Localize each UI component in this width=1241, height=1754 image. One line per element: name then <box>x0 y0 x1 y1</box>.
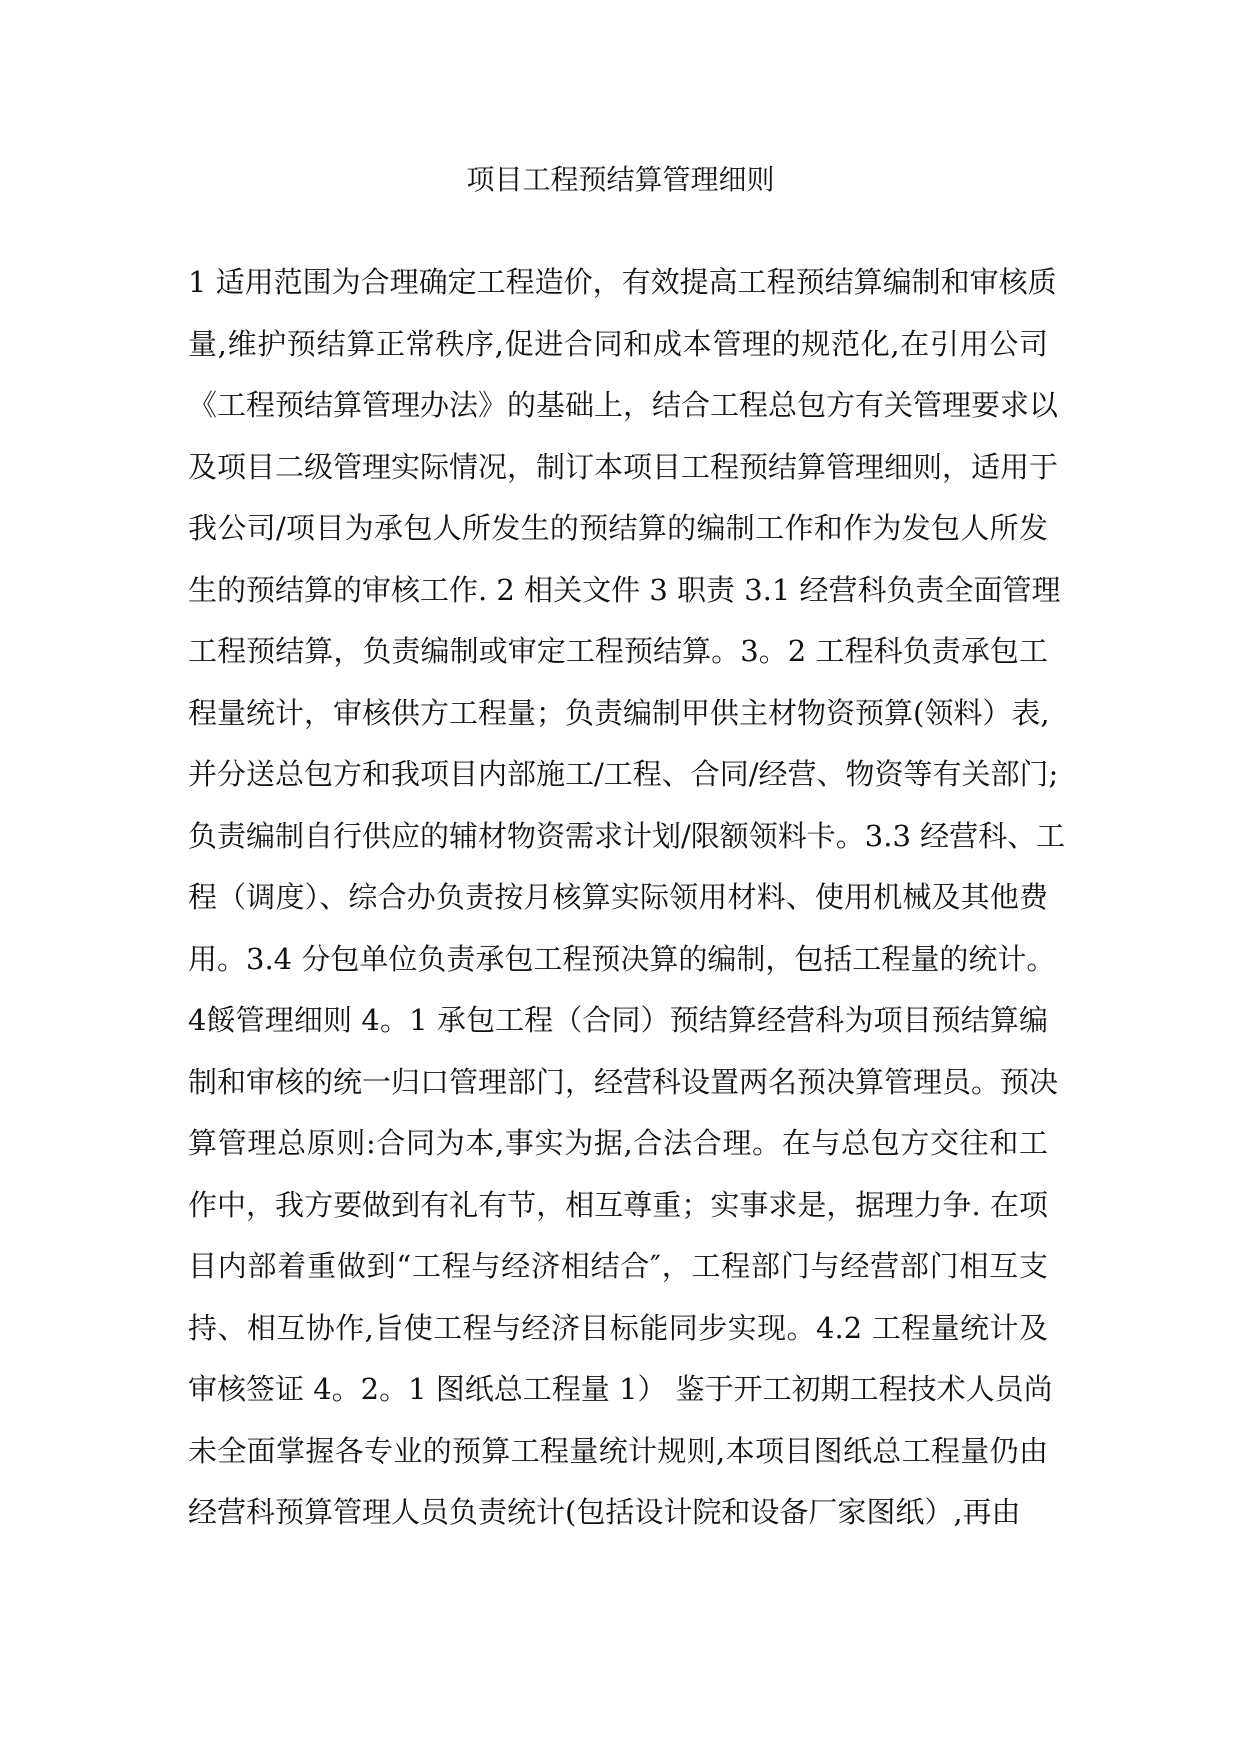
body-line: 持、相互协作,旨使工程与经济目标能同步实现。4.2 工程量统计及 <box>188 1310 1048 1345</box>
document-title: 项目工程预结算管理细则 <box>466 163 775 196</box>
body-line: 用。3.4 分包单位负责承包工程预决算的编制，包括工程量的统计。 <box>188 941 1056 976</box>
body-line: 作中，我方要做到有礼有节，相互尊重；实事求是，据理力争. 在项 <box>188 1187 1048 1222</box>
body-line: 生的预结算的审核工作. 2 相关文件 3 职责 3.1 经营科负责全面管理 <box>188 572 1061 607</box>
body-line: 4餒管理细则 4。1 承包工程（合同）预结算经营科为项目预结算编 <box>188 1003 1048 1037</box>
body-line: 工程预结算，负责编制或审定工程预结算。3。2 工程科负责承包工 <box>188 634 1048 668</box>
body-line: 程量统计，审核供方工程量；负责编制甲供主材物资预算(领料）表, <box>188 695 1050 730</box>
body-line: 及项目二级管理实际情况，制订本项目工程预结算管理细则，适用于 <box>188 449 1059 484</box>
body-line: 未全面掌握各专业的预算工程量统计规则,本项目图纸总工程量仍由 <box>188 1433 1048 1468</box>
body-line: 制和审核的统一归口管理部门，经营科设置两名预决算管理员。预决 <box>188 1064 1059 1099</box>
body-line: 我公司/项目为承包人所发生的预结算的编制工作和作为发包人所发 <box>188 511 1048 545</box>
body-line: 程（调度）、综合办负责按月核算实际领用材料、使用机械及其他费 <box>188 880 1048 914</box>
body-line: 算管理总原则:合同为本,事实为据,合法合理。在与总包方交往和工 <box>188 1126 1048 1160</box>
body-line: 审核签证 4。2。1 图纸总工程量 1） 鉴于开工初期工程技术人员尚 <box>188 1372 1053 1406</box>
body-line: 目内部着重做到“工程与经济相结合″，工程部门与经营部门相互支 <box>188 1249 1048 1283</box>
body-line: 并分送总包方和我项目内部施工/工程、合同/经营、物资等有关部门; <box>188 757 1059 791</box>
body-line: 《工程预结算管理办法》的基础上，结合工程总包方有关管理要求以 <box>188 388 1059 422</box>
body-line: 经营科预算管理人员负责统计(包括设计院和设备厂家图纸）,再由 <box>188 1495 1021 1529</box>
body-line: 1 适用范围为合理确定工程造价，有效提高工程预结算编制和审核质 <box>188 265 1057 299</box>
body-line: 量,维护预结算正常秩序,促进合同和成本管理的规范化,在引用公司 <box>188 326 1048 361</box>
document-body <box>188 252 1066 1544</box>
body-line: 负责编制自行供应的辅材物资需求计划/限额领料卡。3.3 经营科、工 <box>188 818 1066 853</box>
